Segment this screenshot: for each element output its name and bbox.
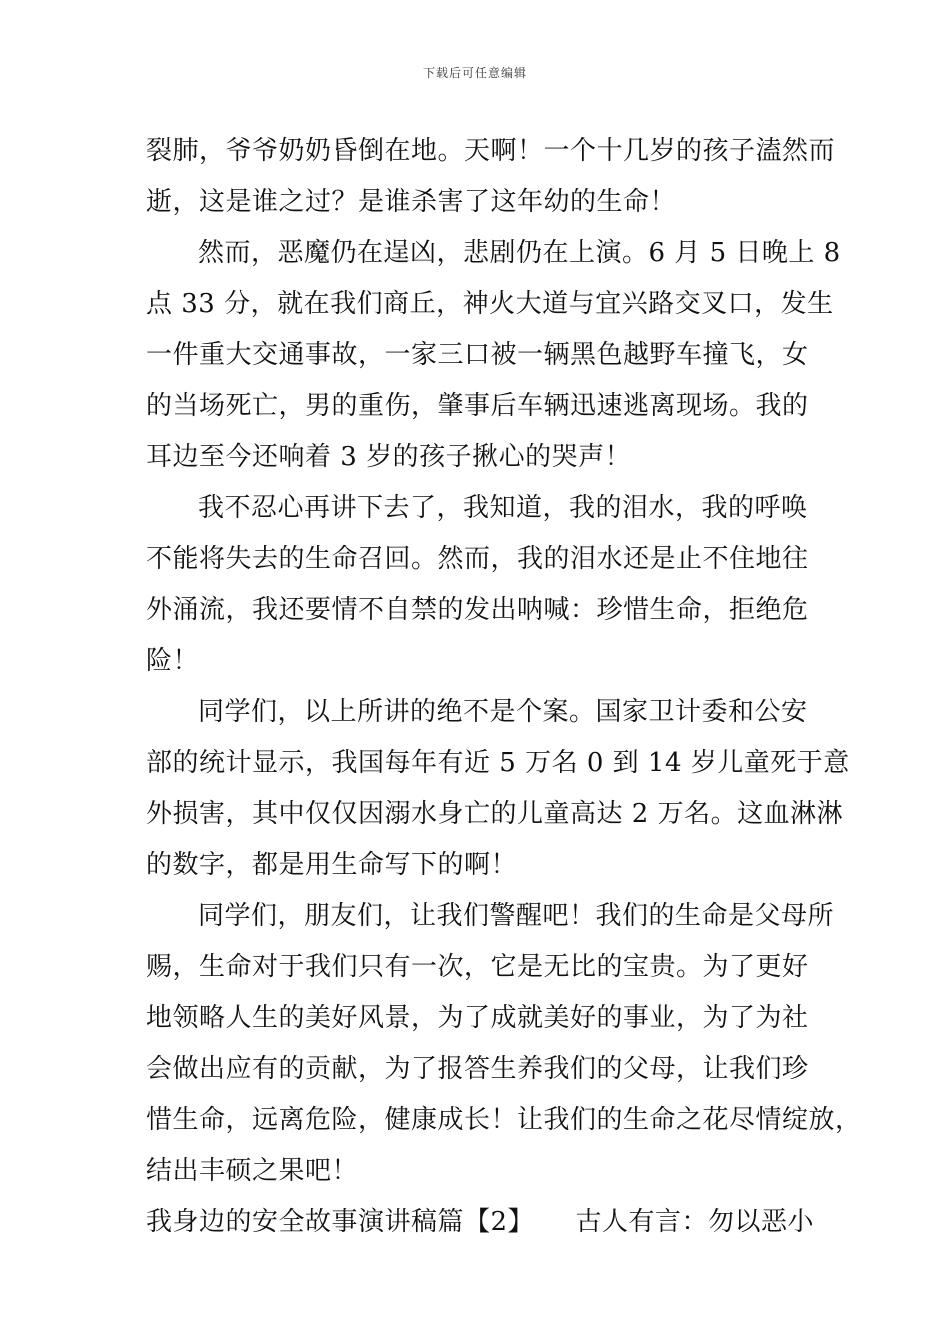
text-line: 点 33 分，就在我们商丘，神火大道与宜兴路交叉口，发生 — [146, 289, 834, 319]
paragraph-start-line: 然而，恶魔仍在逞凶，悲剧仍在上演。6 月 5 日晚上 8 — [198, 238, 841, 268]
text-line: 惜生命，远离危险，健康成长！让我们的生命之花尽情绽放， — [146, 1105, 862, 1135]
text-line: 地领略人生的美好风景，为了成就美好的事业，为了为社 — [146, 1003, 809, 1033]
text-line: 的数字，都是用生命写下的啊！ — [146, 850, 518, 880]
text-line: 不能将失去的生命召回。然而，我的泪水还是止不住地往 — [146, 544, 809, 574]
section-opening-text: 古人有言：勿以恶小 — [575, 1207, 814, 1237]
text-line: 会做出应有的贡献，为了报答生养我们的父母，让我们珍 — [146, 1054, 809, 1084]
text-line: 裂肺，爷爷奶奶昏倒在地。天啊！一个十几岁的孩子溘然而 — [146, 136, 836, 166]
text-line: 赐，生命对于我们只有一次，它是无比的宝贵。为了更好 — [146, 952, 809, 982]
text-line: 外损害，其中仅仅因溺水身亡的儿童高达 2 万名。这血淋淋 — [146, 799, 844, 829]
text-line: 的当场死亡，男的重伤，肇事后车辆迅速逃离现场。我的 — [146, 391, 809, 421]
text-line: 逝，这是谁之过？是谁杀害了这年幼的生命！ — [146, 187, 677, 217]
page-header-note: 下载后可任意编辑 — [422, 66, 527, 80]
section-heading-line — [146, 1197, 814, 1248]
paragraph-start-line: 我不忍心再讲下去了，我知道，我的泪水，我的呼唤 — [198, 493, 808, 523]
text-line: 部的统计显示，我国每年有近 5 万名 0 到 14 岁儿童死于意 — [146, 748, 850, 778]
text-line: 耳边至今还响着 3 岁的孩子揪心的哭声！ — [146, 442, 632, 472]
paragraph-start-line: 同学们，朋友们，让我们警醒吧！我们的生命是父母所 — [198, 901, 835, 931]
text-line: 结出丰硕之果吧！ — [146, 1156, 359, 1186]
text-line: 外涌流，我还要情不自禁的发出呐喊：珍惜生命，拒绝危 — [146, 595, 809, 625]
section-heading-title: 我身边的安全故事演讲稿篇【2】 — [146, 1207, 535, 1237]
text-line: 险！ — [146, 646, 200, 676]
document-body — [146, 126, 862, 1248]
text-line: 一件重大交通事故，一家三口被一辆黑色越野车撞飞，女 — [146, 340, 809, 370]
paragraph-start-line: 同学们，以上所讲的绝不是个案。国家卫计委和公安 — [198, 697, 808, 727]
